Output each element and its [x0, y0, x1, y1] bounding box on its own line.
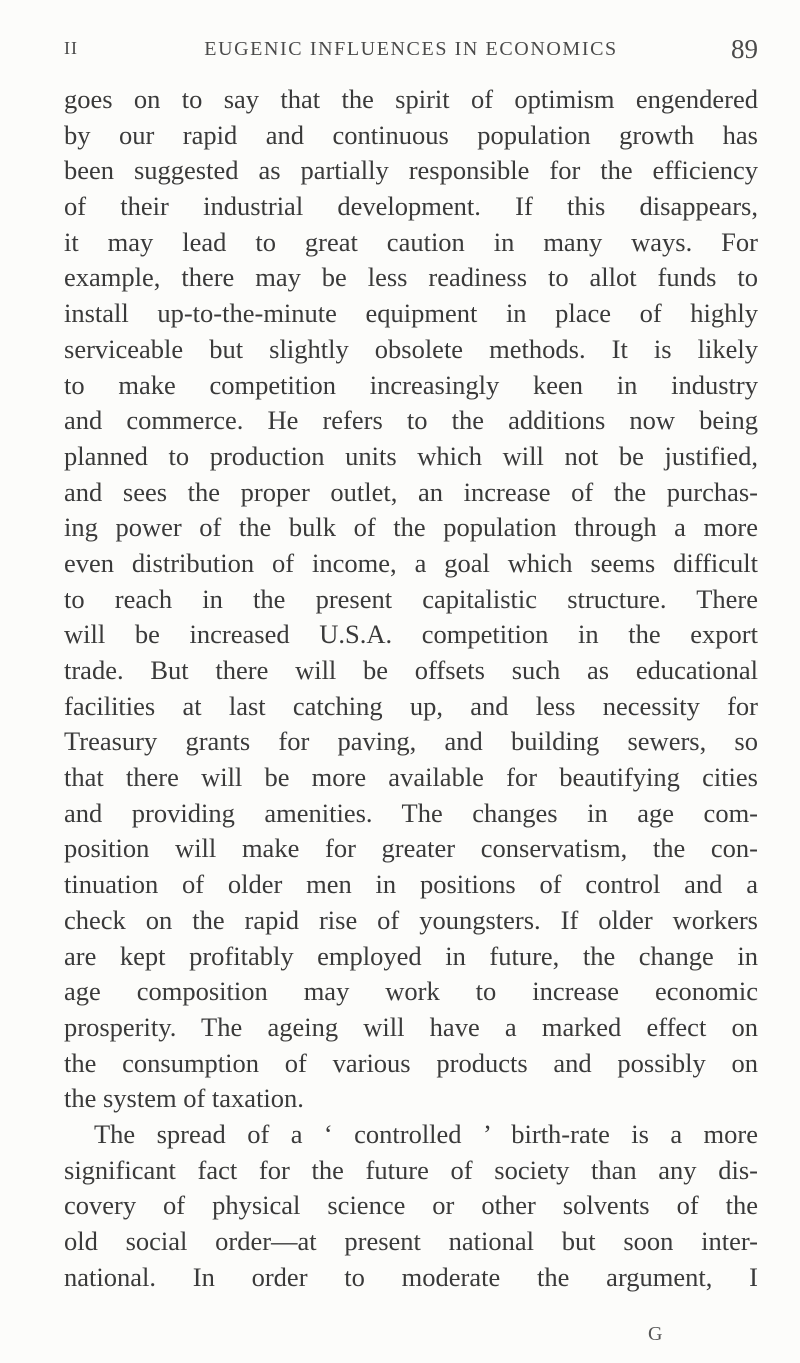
text-line: and providing amenities. The changes in age com-	[64, 797, 758, 828]
text-line: planned to production units which will not be justified,	[64, 440, 758, 471]
text-line: prosperity. The ageing will have a marked effect on	[64, 1011, 758, 1042]
text-line: even distribution of income, a goal which seems difficult	[64, 547, 758, 578]
text-line: national. In order to moderate the argument, I	[64, 1261, 758, 1292]
chapter-number: II	[64, 38, 78, 58]
text-line: of their industrial development. If this disappears,	[64, 191, 758, 222]
text-line: and commerce. He refers to the additions now being	[64, 405, 758, 436]
signature-mark: G	[648, 1323, 663, 1345]
text-line: covery of physical science or other solvents of the	[64, 1190, 758, 1221]
text-line: Treasury grants for paving, and building sewers, so	[64, 726, 758, 757]
text-line: trade. But there will be offsets such as educational	[64, 655, 758, 685]
text-line: old social order—at present national but soon inter-	[64, 1226, 758, 1256]
text-line: and sees the proper outlet, an increase of the purchas-	[64, 476, 758, 507]
text-line: install up-to-the-minute equipment in place of highly	[64, 298, 758, 329]
text-line: significant fact for the future of society than any dis-	[64, 1154, 758, 1185]
text-line: serviceable but slightly obsolete methods. It is likely	[64, 333, 758, 364]
text-line: facilities at last catching up, and less necessity for	[64, 690, 758, 721]
text-line-paragraph-end: the system of taxation.	[64, 1083, 304, 1114]
text-line: ing power of the bulk of the population through a more	[64, 512, 758, 543]
text-line: age composition may work to increase economic	[64, 976, 758, 1007]
text-line: that there will be more available for beautifying cities	[64, 762, 758, 793]
text-line: check on the rapid rise of youngsters. If older workers	[64, 904, 758, 935]
running-title: EUGENIC INFLUENCES IN ECONOMICS	[204, 38, 618, 60]
text-line: been suggested as partially responsible for the efficiency	[64, 155, 758, 186]
text-line: the consumption of various products and possibly on	[64, 1047, 758, 1078]
text-line: example, there may be less readiness to allot funds to	[64, 262, 758, 293]
text-line: goes on to say that the spirit of optimism engendered	[64, 84, 758, 114]
text-line: are kept profitably employed in future, the change in	[64, 940, 758, 971]
running-head	[64, 34, 758, 68]
text-line-paragraph-start: The spread of a ‘ controlled ’ birth-rate is a more	[94, 1118, 758, 1149]
page-number: 89	[731, 34, 758, 64]
body-text	[64, 82, 758, 1295]
text-line: to make competition increasingly keen in industry	[64, 369, 758, 400]
text-line: it may lead to great caution in many ways. For	[64, 226, 758, 257]
text-line: tinuation of older men in positions of control and a	[64, 869, 758, 900]
text-line: to reach in the present capitalistic structure. There	[64, 583, 758, 614]
text-line: will be increased U.S.A. competition in the export	[64, 619, 758, 650]
text-line: by our rapid and continuous population growth has	[64, 119, 758, 150]
text-line: position will make for greater conservatism, the con-	[64, 833, 758, 864]
